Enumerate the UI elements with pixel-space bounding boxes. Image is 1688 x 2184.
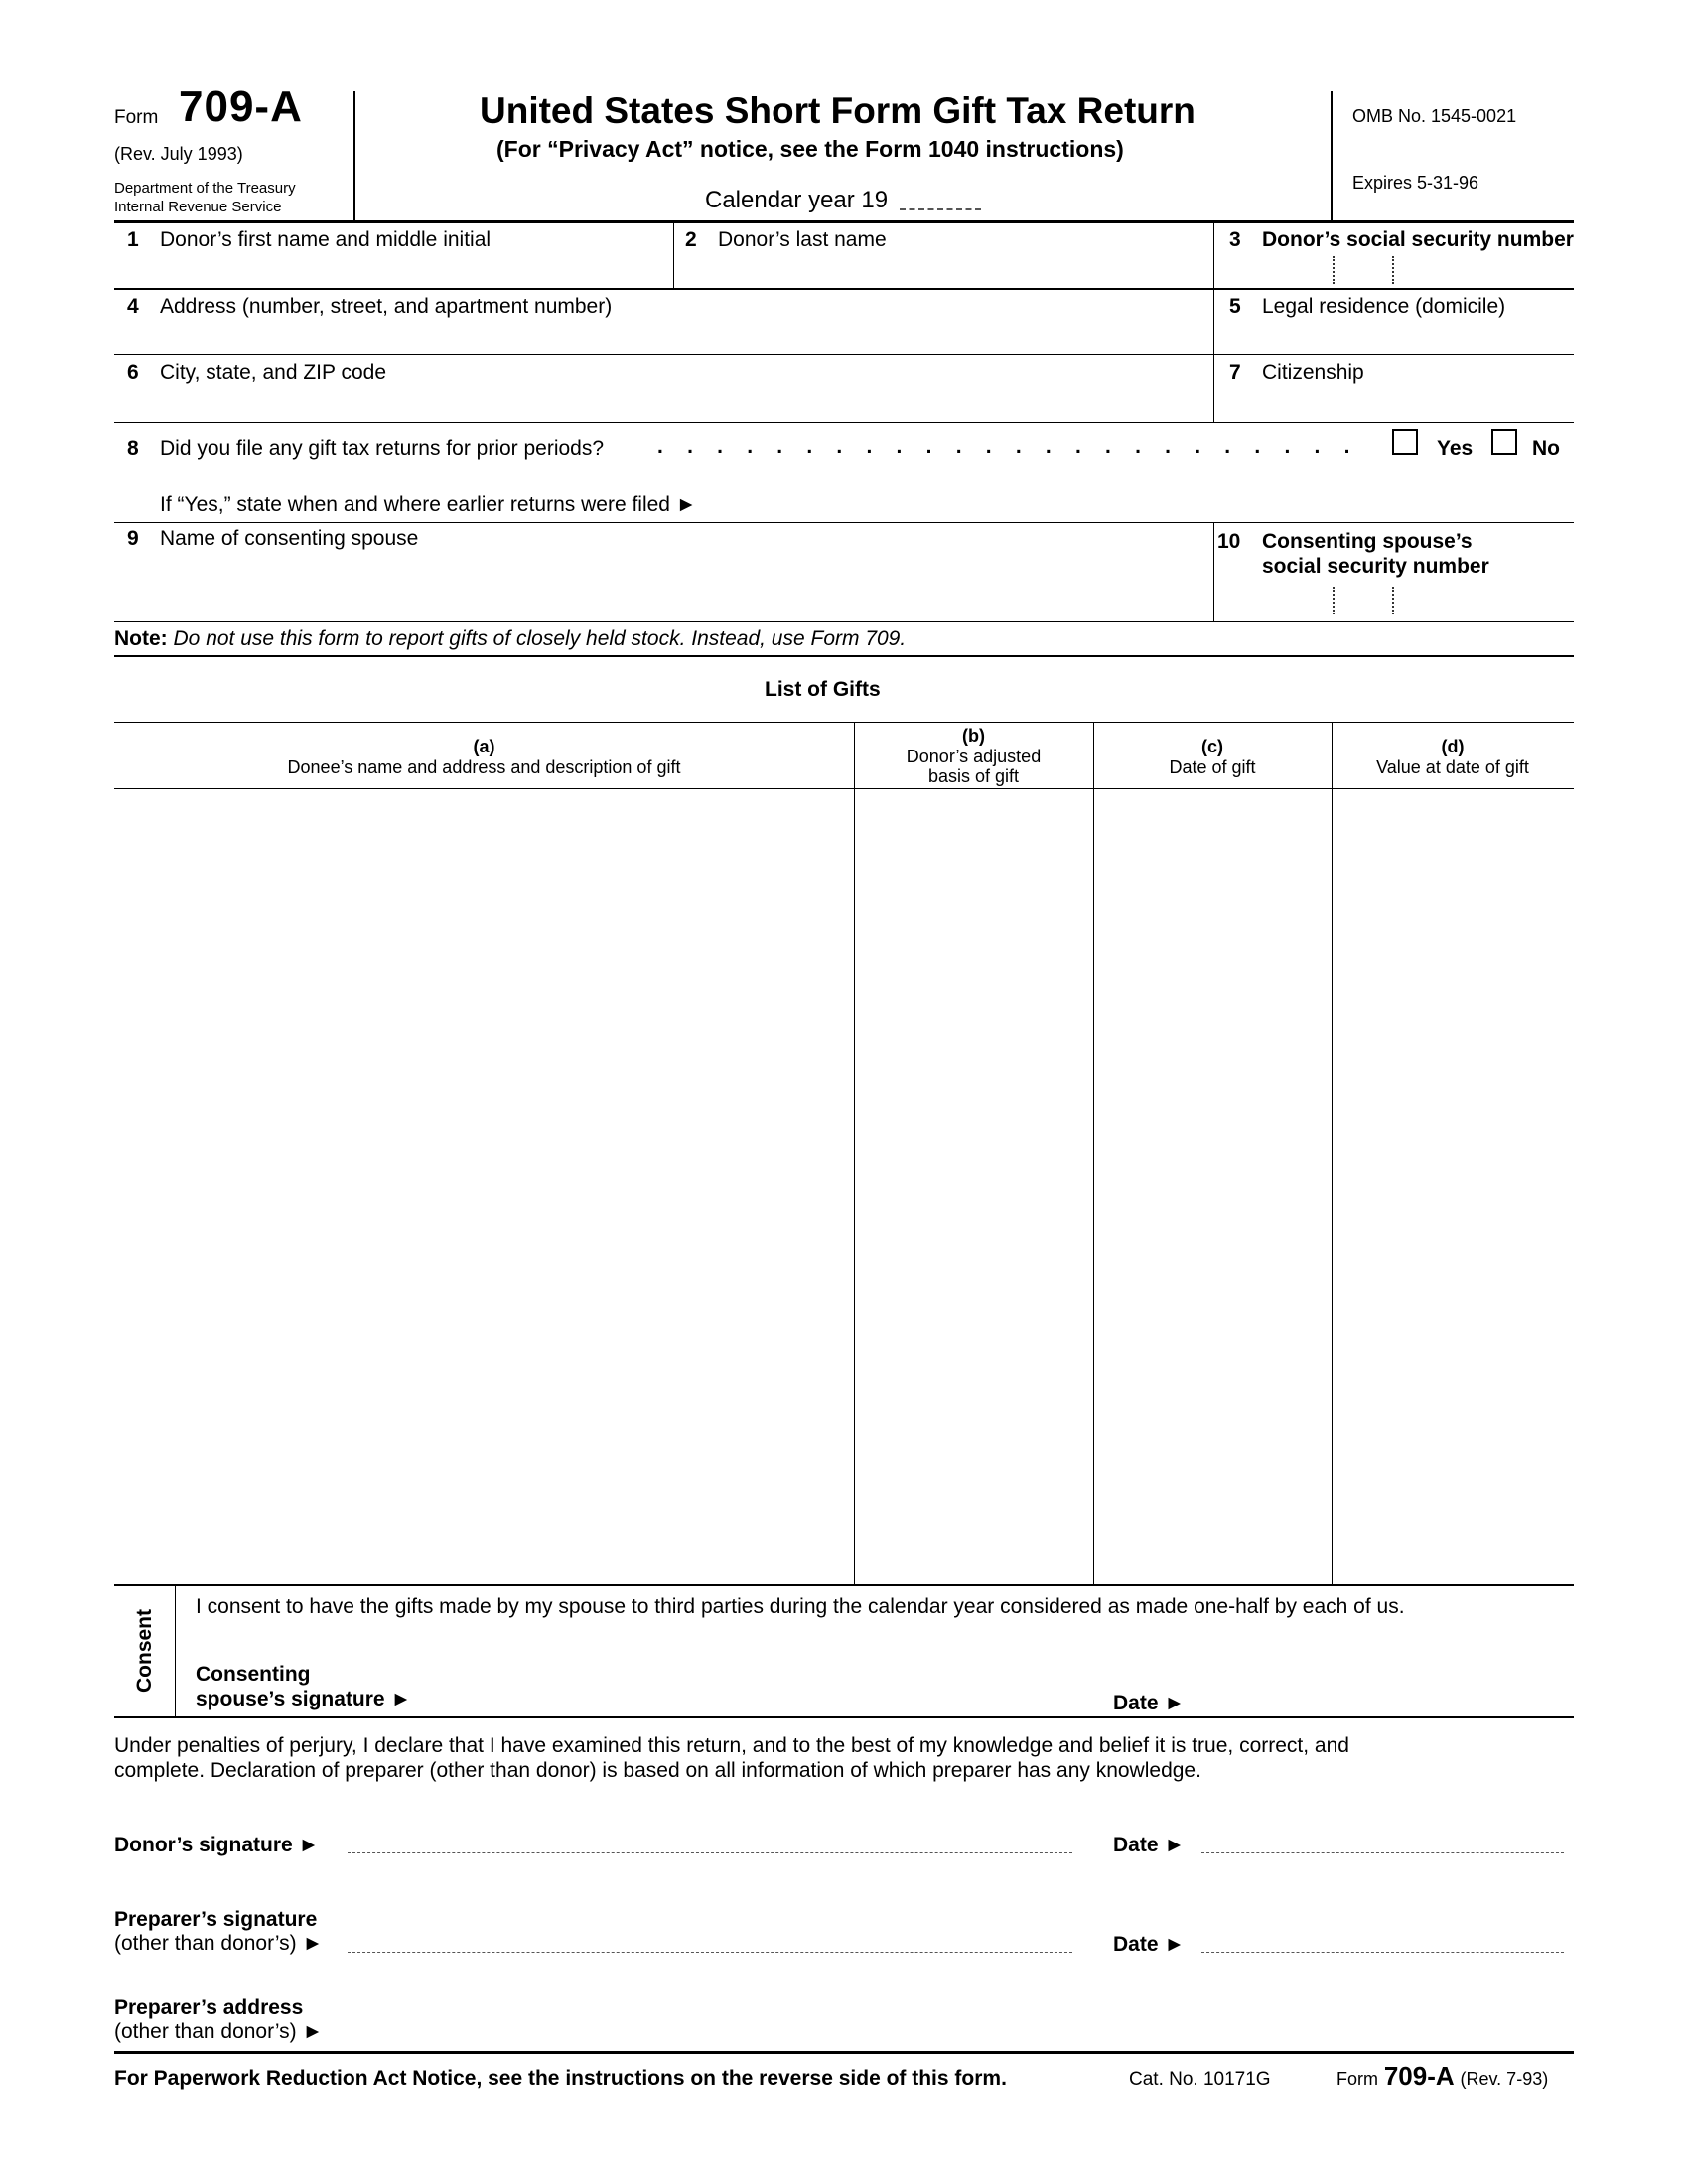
column-d-letter: (d) bbox=[1441, 737, 1465, 756]
spouse-ssn-separator-2 bbox=[1392, 587, 1394, 614]
department-name: Department of the Treasury bbox=[114, 180, 296, 197]
field-2-number: 2 bbox=[685, 228, 697, 251]
agency-name: Internal Revenue Service bbox=[114, 199, 282, 215]
divider-9-10 bbox=[1213, 522, 1214, 621]
column-header-d bbox=[1332, 737, 1574, 777]
column-header-b bbox=[854, 726, 1093, 787]
field-8-number: 8 bbox=[127, 437, 139, 460]
donor-last-name-input[interactable] bbox=[677, 254, 1208, 284]
prior-returns-no-checkbox[interactable] bbox=[1491, 429, 1517, 455]
footer-form-number: 709-A bbox=[1383, 2061, 1455, 2091]
prior-returns-followup: If “Yes,” state when and where earlier returns were filed ► bbox=[160, 493, 697, 516]
donor-date-field[interactable] bbox=[1201, 1852, 1564, 1853]
paperwork-notice: For Paperwork Reduction Act Notice, see the instructions on the reverse side of this form. bbox=[114, 2067, 1007, 2090]
consenting-signature-label-line1: Consenting bbox=[196, 1663, 311, 1686]
consent-side-divider bbox=[175, 1584, 176, 1716]
gift-description-area[interactable] bbox=[117, 792, 852, 1582]
perjury-declaration-line1: Under penalties of perjury, I declare that I have examined this return, and to the best of my knowledge and belief it is true, correct, and bbox=[114, 1734, 1349, 1757]
field-8-text: Did you file any gift tax returns for prior periods? bbox=[160, 437, 605, 460]
column-header-a bbox=[114, 737, 854, 777]
field-3-text: Donor’s social security number bbox=[1262, 228, 1574, 251]
field-7-text: Citizenship bbox=[1262, 361, 1364, 384]
field-10-number: 10 bbox=[1217, 530, 1241, 553]
form-label: Form bbox=[114, 107, 159, 128]
list-of-gifts-title: List of Gifts bbox=[765, 678, 881, 701]
consenting-signature-field[interactable] bbox=[432, 1678, 1107, 1711]
field-1-text: Donor’s first name and middle initial bbox=[160, 228, 492, 251]
field-9-text: Name of consenting spouse bbox=[160, 527, 419, 550]
field-1-label bbox=[127, 228, 491, 252]
preparer-address-label-line2: (other than donor’s) ► bbox=[114, 2020, 324, 2043]
field-7-number: 7 bbox=[1229, 361, 1241, 384]
preparer-signature-field[interactable] bbox=[348, 1952, 1072, 1953]
field-8-label bbox=[127, 437, 604, 461]
ssn-separator-1 bbox=[1333, 256, 1335, 284]
consent-bottom-rule bbox=[114, 1716, 1574, 1718]
spouse-ssn-separator-1 bbox=[1333, 587, 1335, 614]
ssn-separator-2 bbox=[1392, 256, 1394, 284]
table-divider-c-d bbox=[1332, 722, 1333, 1584]
footer-form-word: Form bbox=[1336, 2069, 1378, 2089]
consent-side-label-wrap bbox=[114, 1584, 175, 1716]
preparer-date-field[interactable] bbox=[1201, 1952, 1564, 1953]
revision-date: (Rev. July 1993) bbox=[114, 144, 243, 164]
address-input[interactable] bbox=[117, 321, 1209, 350]
calendar-year-field[interactable] bbox=[900, 208, 981, 210]
form-title: United States Short Form Gift Tax Return bbox=[480, 90, 1196, 131]
field-5-text: Legal residence (domicile) bbox=[1262, 295, 1506, 318]
column-a-label: Donee’s name and address and description of gift bbox=[287, 756, 681, 777]
field-10-label-line1: Consenting spouse’s bbox=[1262, 530, 1473, 553]
field-4-text: Address (number, street, and apartment number) bbox=[160, 295, 613, 318]
field-3-number: 3 bbox=[1229, 228, 1241, 251]
column-c-label: Date of gift bbox=[1169, 756, 1256, 777]
rule-row9 bbox=[114, 621, 1574, 622]
table-divider-a-b bbox=[854, 722, 855, 1584]
preparer-address-label-line1: Preparer’s address bbox=[114, 1996, 304, 2019]
preparer-address-field[interactable] bbox=[348, 1995, 1569, 2045]
column-c-letter: (c) bbox=[1201, 737, 1223, 756]
donor-date-label: Date ► bbox=[1113, 1834, 1186, 1856]
field-9-label bbox=[127, 527, 418, 551]
footer-form-label bbox=[1336, 2062, 1548, 2092]
prior-returns-yes-checkbox[interactable] bbox=[1392, 429, 1418, 455]
field-9-number: 9 bbox=[127, 527, 139, 550]
consenting-spouse-name-input[interactable] bbox=[117, 556, 1209, 615]
field-3-label bbox=[1229, 228, 1574, 252]
column-b-label-line2: basis of gift bbox=[927, 766, 1020, 787]
legal-residence-input[interactable] bbox=[1217, 321, 1570, 350]
field-5-number: 5 bbox=[1229, 295, 1241, 318]
field-6-label bbox=[127, 361, 386, 385]
expiration-date: Expires 5-31-96 bbox=[1352, 173, 1479, 193]
preparer-signature-label-line2: (other than donor’s) ► bbox=[114, 1932, 324, 1955]
column-d-label: Value at date of gift bbox=[1376, 756, 1529, 777]
preparer-signature-label-line1: Preparer’s signature bbox=[114, 1908, 318, 1931]
column-b-letter: (b) bbox=[962, 726, 985, 746]
calendar-year-label: Calendar year 19 bbox=[705, 187, 889, 213]
divider-1-2 bbox=[673, 220, 674, 288]
omb-number: OMB No. 1545-0021 bbox=[1352, 106, 1517, 126]
note-text: Do not use this form to report gifts of closely held stock. Instead, use Form 709. bbox=[173, 627, 907, 650]
field-6-text: City, state, and ZIP code bbox=[160, 361, 387, 384]
field-2-label bbox=[685, 228, 887, 252]
note-label: Note: bbox=[114, 627, 168, 650]
field-8-leader-dots: . . . . . . . . . . . . . . . . . . . . . . . . bbox=[657, 435, 1359, 458]
field-4-number: 4 bbox=[127, 295, 139, 318]
rule-row3 bbox=[114, 422, 1574, 423]
catalog-number: Cat. No. 10171G bbox=[1129, 2069, 1271, 2090]
field-5-label bbox=[1229, 295, 1505, 319]
note bbox=[114, 627, 906, 651]
consent-date-label: Date ► bbox=[1113, 1692, 1186, 1714]
donor-signature-label: Donor’s signature ► bbox=[114, 1834, 320, 1856]
divider-right-column bbox=[1213, 220, 1214, 422]
field-6-number: 6 bbox=[127, 361, 139, 384]
prior-returns-yes-label: Yes bbox=[1437, 437, 1474, 460]
city-state-zip-input[interactable] bbox=[117, 387, 1209, 419]
column-header-c bbox=[1093, 737, 1332, 777]
consent-text: I consent to have the gifts made by my spouse to third parties during the calendar year considered as made one-half by each of us. bbox=[196, 1595, 1405, 1618]
prior-returns-details-input[interactable] bbox=[755, 486, 1569, 518]
date-of-gift-area[interactable] bbox=[1096, 792, 1330, 1582]
consent-top-rule bbox=[114, 1584, 1574, 1586]
field-1-number: 1 bbox=[127, 228, 139, 251]
consenting-signature-label-line2: spouse’s signature ► bbox=[196, 1688, 412, 1710]
field-2-text: Donor’s last name bbox=[718, 228, 887, 251]
table-header-rule bbox=[114, 788, 1574, 789]
field-10-label-line2: social security number bbox=[1262, 555, 1489, 578]
adjusted-basis-area[interactable] bbox=[857, 792, 1091, 1582]
column-b-label-line1: Donor’s adjusted bbox=[906, 746, 1042, 766]
prior-returns-no-label: No bbox=[1532, 437, 1560, 460]
citizenship-input[interactable] bbox=[1217, 387, 1570, 419]
consent-date-field[interactable] bbox=[1201, 1678, 1569, 1711]
rule-note bbox=[114, 655, 1574, 657]
donor-first-name-input[interactable] bbox=[117, 254, 668, 284]
consent-side-label: Consent bbox=[132, 1608, 156, 1693]
header-divider-right bbox=[1331, 91, 1333, 220]
footer-revision: (Rev. 7-93) bbox=[1460, 2069, 1549, 2089]
field-4-label bbox=[127, 295, 612, 319]
column-a-letter: (a) bbox=[473, 737, 495, 756]
form-number: 709-A bbox=[179, 82, 303, 131]
field-7-label bbox=[1229, 361, 1364, 385]
rule-row8 bbox=[114, 522, 1574, 523]
rule-row1 bbox=[114, 288, 1574, 290]
table-divider-b-c bbox=[1093, 722, 1094, 1584]
perjury-declaration-line2: complete. Declaration of preparer (other than donor) is based on all information of which preparer has any knowledge. bbox=[114, 1759, 1201, 1782]
form-subtitle: (For “Privacy Act” notice, see the Form 1040 instructions) bbox=[496, 136, 1124, 162]
rule-row2 bbox=[114, 354, 1574, 355]
rule-top bbox=[114, 220, 1574, 223]
footer-rule bbox=[114, 2051, 1574, 2054]
preparer-date-label: Date ► bbox=[1113, 1933, 1186, 1956]
value-at-date-area[interactable] bbox=[1335, 792, 1572, 1582]
table-top-rule bbox=[114, 722, 1574, 723]
header-divider-left bbox=[353, 91, 355, 220]
donor-signature-field[interactable] bbox=[348, 1852, 1072, 1853]
